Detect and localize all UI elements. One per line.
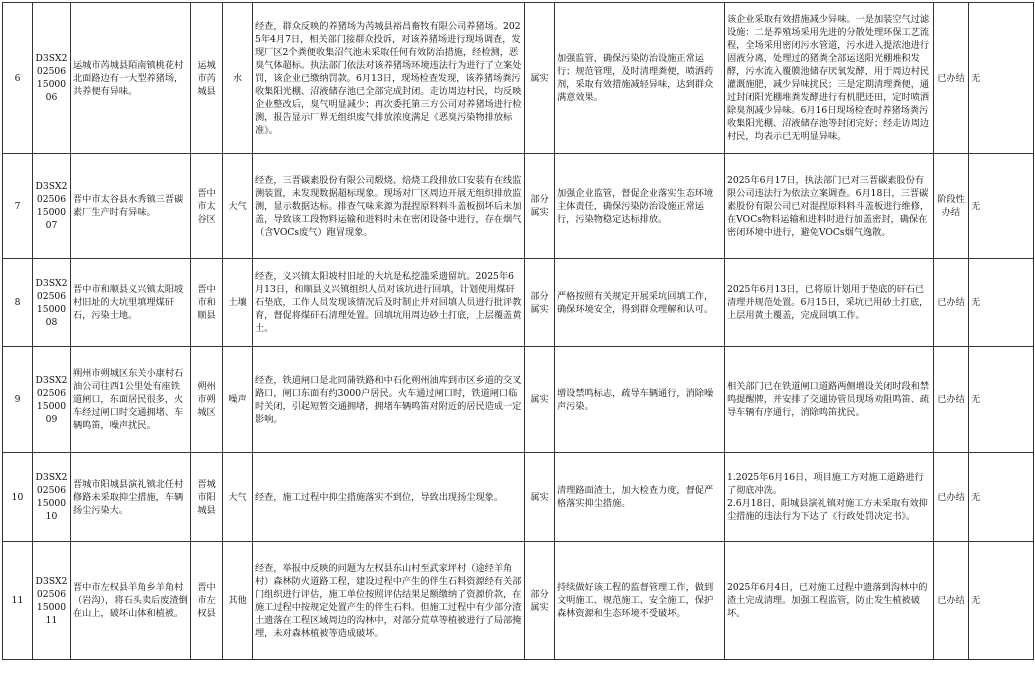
table-row (3, 347, 1034, 453)
pollution-type: 其他 (223, 542, 253, 660)
remark: 无 (969, 453, 1034, 542)
verification-result: 经查，施工过程中抑尘措施落实不到位，导致出现扬尘现象。 (253, 453, 525, 542)
table-row (3, 259, 1034, 347)
handling-outcome: 2025年6月17日，执法部门已对三晋碳素股份有限公司违法行为依法立案调查。6月18日，三晋碳素股份有限公司已对混捏原料料斗盖板进行维修，在VOCs物料运输和进料时进行加盖密封，确保在密闭环境中进行，避免VOCs烟气逸散。 (725, 154, 934, 259)
rectification-measures: 持续做好该工程的监督管理工作，做到文明施工、规范施工、安全施工，保护森林资源和生态环境不受破坏。 (555, 542, 725, 660)
completion-state: 已办结 (934, 3, 969, 154)
rectification-measures: 严格按照有关规定开展采坑回填工作，确保环境安全，得到群众理解和认可。 (555, 259, 725, 347)
pollution-type: 土壤 (223, 259, 253, 347)
rectification-measures: 加强企业监管，督促企业落实生态环境主体责任，确保污染防治设施正常运行，污染物稳定达标排放。 (555, 154, 725, 259)
remark: 无 (969, 154, 1034, 259)
rectification-measures: 增设禁鸣标志，疏导车辆通行，消除噪声污染。 (555, 347, 725, 453)
handling-outcome: 2025年6月13日，已将原计划用于垫底的矸石已清理并规范处置。6月15日，采坑已用砂土打底，上层用黄土覆盖，完成回填工作。 (725, 259, 934, 347)
complaint-table (2, 2, 1034, 660)
remark: 无 (969, 542, 1034, 660)
complaint-content: 晋中市太谷县水秀镇三晋碳素厂生产时有异味。 (71, 154, 191, 259)
administrative-area: 晋城市阳城县 (191, 453, 223, 542)
rectification-measures: 清理路面渣土，加大检查力度，督促严格落实抑尘措施。 (555, 453, 725, 542)
table-row (3, 453, 1034, 542)
administrative-area: 晋中市和顺县 (191, 259, 223, 347)
administrative-area: 晋中市左权县 (191, 542, 223, 660)
remark: 无 (969, 259, 1034, 347)
complaint-content: 晋城市阳城县演礼镇北任村修路未采取抑尘措施，车辆扬尘污染大。 (71, 453, 191, 542)
administrative-area: 晋中市太谷区 (191, 154, 223, 259)
handling-outcome: 1.2025年6月16日，项目施工方对施工道路进行了彻底冲洗。 2.6月18日，阳城县演礼镇对施工方未采取有效抑尘措施的违法行为下达了《行政处罚决定书》。 (725, 453, 934, 542)
truth-status: 属实 (525, 453, 555, 542)
row-number: 8 (3, 259, 33, 347)
row-number: 9 (3, 347, 33, 453)
case-code: D3SX2025061500007 (33, 154, 71, 259)
row-number: 11 (3, 542, 33, 660)
completion-state: 已办结 (934, 542, 969, 660)
truth-status: 部分属实 (525, 542, 555, 660)
remark: 无 (969, 347, 1034, 453)
complaint-content: 朔州市朔城区东关小康村石油公司往西1公里处有座铁道闸口，东面居民很多，火车经过闸口时交通拥堵、车辆鸣笛，噪声扰民。 (71, 347, 191, 453)
row-number: 10 (3, 453, 33, 542)
case-code: D3SX2025061500010 (33, 453, 71, 542)
verification-result: 经查，举报中反映的问题为左权县东山村至武家坪村（途经羊角村）森林防火道路工程，建设过程中产生的伴生石料资源经有关部门组织进行评估，施工单位按照评估结果足额缴纳了资源价款，在施工过程中按规定处置产生的伴生石料。但施工过程中有少部分渣土遗落在工程区域周边的沟林中，对部分荒草等植被进行了局部掩埋，未对森林植被等造成破坏。 (253, 542, 525, 660)
truth-status: 属实 (525, 347, 555, 453)
table-row (3, 3, 1034, 154)
completion-state: 已办结 (934, 453, 969, 542)
truth-status: 部分属实 (525, 259, 555, 347)
rectification-measures: 加强监管，确保污染防治设施正常运行；规范管理，及时清理粪便，喷洒药剂，采取有效措施减轻异味，达到群众满意效果。 (555, 3, 725, 154)
complaint-content: 晋中市左权县羊角乡羊角村（岩沟），将石头卖后废渣倒在山上，破坏山体和植被。 (71, 542, 191, 660)
case-code: D3SX2025061500011 (33, 542, 71, 660)
completion-state: 已办结 (934, 347, 969, 453)
remark: 无 (969, 3, 1034, 154)
handling-outcome: 2025年6月4日，已对施工过程中遗落到沟林中的渣土完成清理。加强工程监管，防止发生植被破坏。 (725, 542, 934, 660)
pollution-type: 大气 (223, 154, 253, 259)
handling-outcome: 该企业采取有效措施减少异味。一是加装空气过滤设施：二是养殖场采用先进的分散处理环保工艺流程，全场采用密闭污水管道，污水进入提浓池进行固液分离，处理过的猪粪全部运送阳光棚堆积发酵，污水流入覆膜池储存厌氧发酵，用于周边村民灌溉施肥，减少异味扰民；三是定期清理粪便，通过封闭阳光棚堆粪发酵进行有机肥还田，定时喷洒除臭剂减少异味。6月16日现场检查时养猪场粪污收集阳光棚、沼液储存池等封闭完好；经走访周边村民，均表示已无明显异味。 (725, 3, 934, 154)
case-code: D3SX2025061500009 (33, 347, 71, 453)
verification-result: 经查，群众反映的养猪场为芮城县裕昌畜牧有限公司养猪场。2025年4月7日，相关部门接群众投诉，对该养猪场进行现场调查，发现厂区2个粪便收集沼气池未采取任何有效防治措施，经检测，恶臭气体超标。执法部门依法对该养猪场环境违法行为进行了立案处罚，该企业已缴纳罚款。6月13日，现场检查发现，该养猪场粪污收集阳光棚、沼液储存池已全部完成封闭。走访周边村民，均反映企业整改后，臭气明显减少；再次委托第三方公司对养猪场进行检测，报告显示厂界无组织废气排放浓度满足《恶臭污染物排放标准》。 (253, 3, 525, 154)
truth-status: 部分属实 (525, 154, 555, 259)
administrative-area: 运城市芮城县 (191, 3, 223, 154)
verification-result: 经查，三晋碳素股份有限公司煅烧、焙烧工段排放口安装有在线监测装置，未发现数据超标现象。现场对厂区周边开展无组织排放监测，显示数据达标。排查气味来源为混捏原料料斗盖板损坏后未加盖，导致该工段物料运输和进料时未在密闭设备中进行，存在烟气（含VOCs废气）跑冒现象。 (253, 154, 525, 259)
case-code: D3SX2025061500008 (33, 259, 71, 347)
handling-outcome: 相关部门已在铁道闸口道路两侧增设关闭时段和禁鸣提醒牌，并安排了交通协管员现场劝阻鸣笛、疏导车辆有序通行，消除鸣笛扰民。 (725, 347, 934, 453)
completion-state: 已办结 (934, 259, 969, 347)
completion-state: 阶段性办结 (934, 154, 969, 259)
complaint-content: 晋中市和顺县义兴镇太阳坡村旧址的大坑里填埋煤矸石，污染土地。 (71, 259, 191, 347)
pollution-type: 大气 (223, 453, 253, 542)
row-number: 7 (3, 154, 33, 259)
row-number: 6 (3, 3, 33, 154)
table-row (3, 154, 1034, 259)
truth-status: 属实 (525, 3, 555, 154)
table-row (3, 542, 1034, 660)
administrative-area: 朔州市朔城区 (191, 347, 223, 453)
pollution-type: 噪声 (223, 347, 253, 453)
verification-result: 经查，铁道闸口是北同蒲铁路和中石化朔州油库到市区乡道的交叉路口，闸口东面有约3000户居民。火车通过闸口时，铁道闸口临时关闭，引起短暂交通拥堵，拥堵车辆鸣笛对附近的居民造成一定影响。 (253, 347, 525, 453)
pollution-type: 水 (223, 3, 253, 154)
complaint-content: 运城市芮城县陌南镇桃花村北面路边有一大型养猪场，共养便有异味。 (71, 3, 191, 154)
case-code: D3SX2025061500006 (33, 3, 71, 154)
verification-result: 经查，义兴镇太阳坡村旧址的大坑是私挖滥采遗留坑。2025年6月13日，和顺县义兴镇组织人员对该坑进行回填，计划使用煤矸石垫底，工作人员发现该情况后及时制止并对回填人员进行批评教育，督促将煤矸石清理处置。回填坑用周边砂土打底，上层覆盖黄土。 (253, 259, 525, 347)
